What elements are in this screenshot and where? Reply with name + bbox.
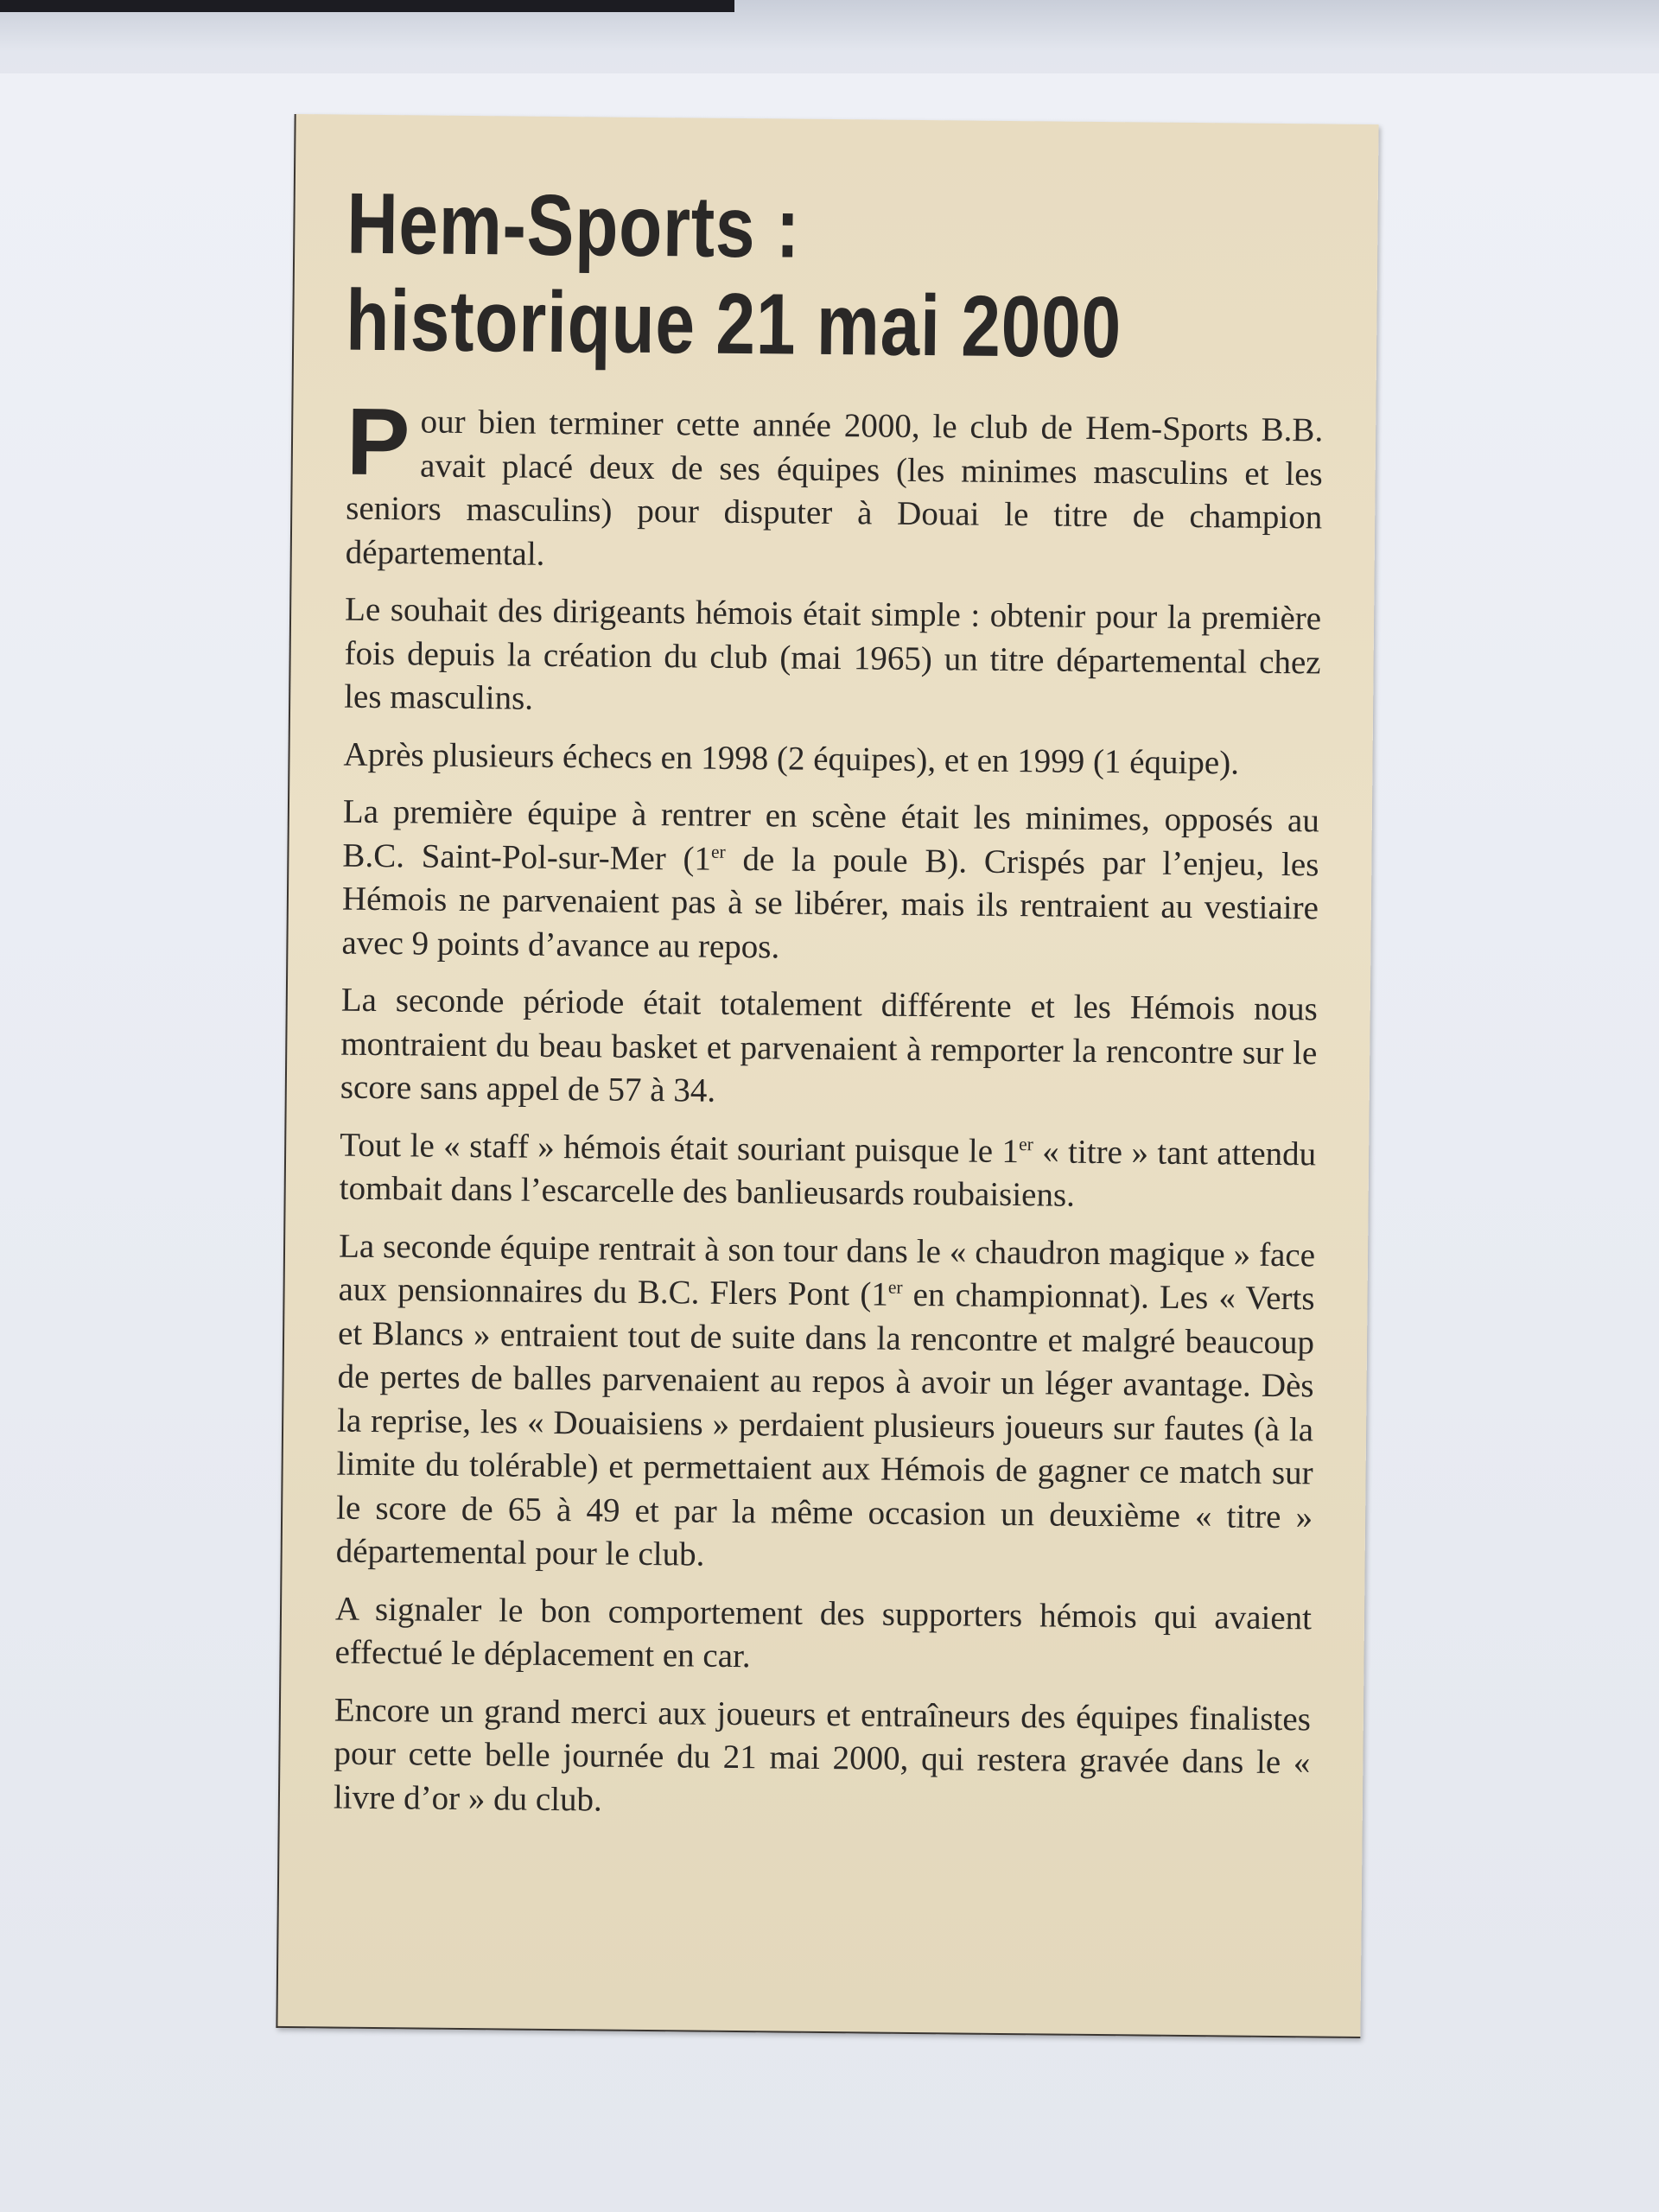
article-headline — [346, 175, 1141, 377]
paragraph-7 — [335, 1224, 1315, 1583]
article-body — [333, 388, 1324, 1843]
paragraph-4-text-a: La première équipe à rentrer en scène était les minimes, opposés au B.C. Saint-Pol-sur-Mer (1 — [342, 792, 1320, 878]
headline-line-1: Hem-Sports : — [346, 175, 801, 276]
paragraph-4 — [341, 791, 1319, 975]
paragraph-1-text: our bien terminer cette année 2000, le club de Hem-Sports B.B. avait placé deux de ses équipes (les minimes masculins et les seniors masculins) pour disputer à Douai le titre de champion départemental. — [345, 403, 1324, 573]
paragraph-5: La seconde période était totalement différente et les Hémois nous montraient du beau basket et parvenaient à remporter la rencontre sur le score sans appel de 57 à 34. — [340, 981, 1318, 1109]
paragraph-6-text-a: Tout le « staff » hémois était souriant puisque le 1 — [340, 1126, 1020, 1170]
paragraph-3: Après plusieurs échecs en 1998 (2 équipes), et en 1999 (1 équipe). — [343, 735, 1240, 782]
paragraph-6-text-b: « titre » tant attendu tombait dans l’escarcelle des banlieusards roubaisiens. — [339, 1132, 1317, 1214]
paragraph-4-text-b: de la poule B). Crispés par l’enjeu, les Hémois ne parvenaient pas à se libérer, mais ils rentraient au vestiaire avec 9 points d’avance au repos. — [341, 840, 1319, 965]
paragraph-6 — [339, 1123, 1316, 1220]
dark-edge-strip — [0, 0, 734, 12]
paragraph-2: Le souhait des dirigeants hémois était simple : obtenir pour la première fois depuis la création du club (mai 1965) un titre départemental chez les masculins. — [343, 590, 1322, 717]
paragraph-4-superscript: er — [710, 841, 726, 862]
paragraph-7-text-b: en championnat). Les « Verts et Blancs » entraient tout de suite dans la rencontre et malgré beaucoup de pertes de balles parvenaient au repos à avoir un léger avantage. Dès la reprise, les « Douaisiens » perdaient plusieurs joueurs sur fautes (à la limite du tolérable) et permettaient aux Hémois de gagner ce match sur le score de 65 à 49 et par la même occasion un deuxième « titre » départemental pour le club. — [335, 1275, 1315, 1573]
paragraph-1 — [345, 388, 1324, 584]
paragraph-7-superscript: er — [887, 1276, 903, 1298]
headline-line-2: historique 21 mai 2000 — [345, 271, 1122, 377]
newspaper-clipping — [276, 114, 1378, 2038]
drop-cap: P — [346, 388, 410, 496]
paragraph-6-superscript: er — [1019, 1133, 1033, 1154]
paragraph-9: Encore un grand merci aux joueurs et entraîneurs des équipes finalistes pour cette belle journée du 21 mai 2000, qui restera gravée dans le « livre d’or » du club. — [333, 1691, 1312, 1819]
paragraph-7-text-a: La seconde équipe rentrait à son tour dans le « chaudron magique » face aux pensionnaires du B.C. Flers Pont (1 — [338, 1227, 1316, 1313]
paragraph-8: A signaler le bon comportement des supporters hémois qui avaient effectué le déplacement en car. — [334, 1590, 1313, 1675]
